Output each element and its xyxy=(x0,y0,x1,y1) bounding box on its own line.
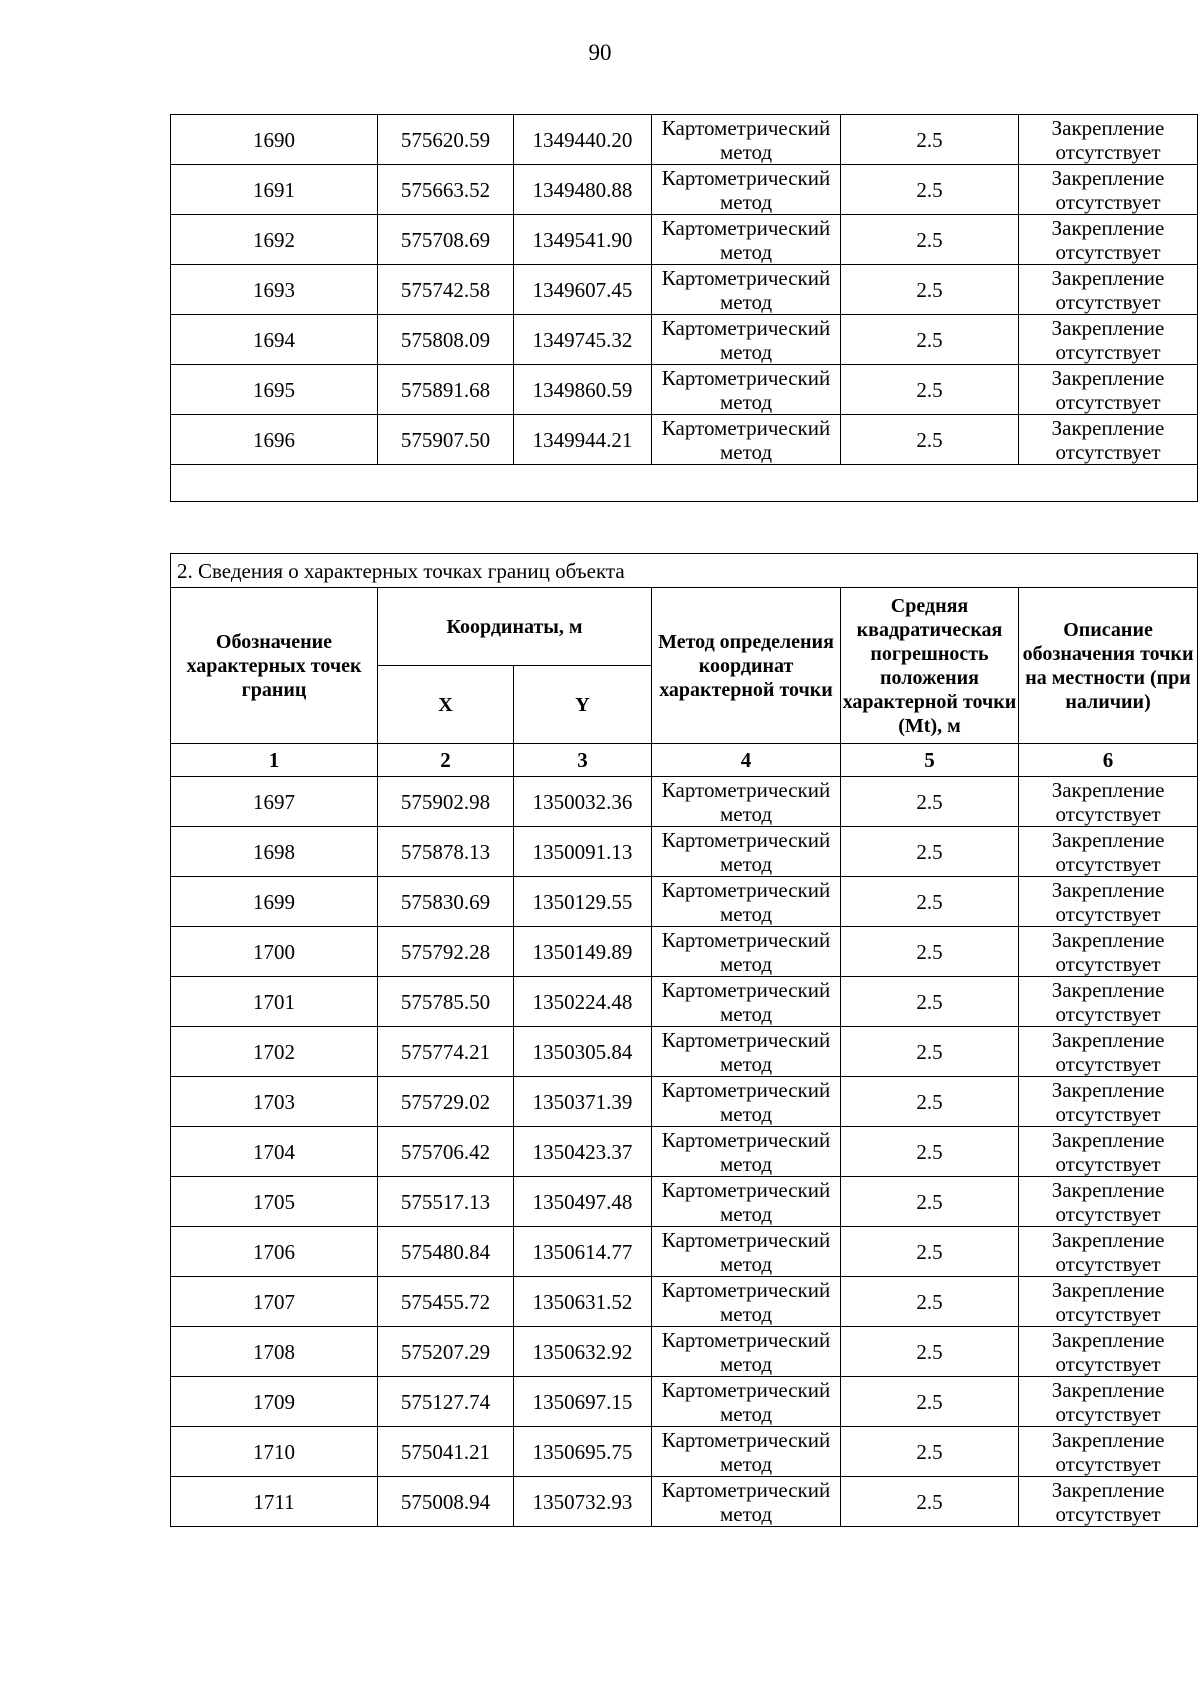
cell-method: Картометрический метод xyxy=(652,115,841,165)
cell-y: 1350497.48 xyxy=(514,1177,652,1227)
table-row xyxy=(171,1027,1198,1077)
cell-method: Картометрический метод xyxy=(652,165,841,215)
cell-error: 2.5 xyxy=(841,877,1019,927)
cell-description: Закрепление отсутствует xyxy=(1019,165,1198,215)
cell-error: 2.5 xyxy=(841,315,1019,365)
boundary-points-table-body xyxy=(171,777,1198,1527)
cell-point: 1707 xyxy=(171,1277,378,1327)
cell-description: Закрепление отсутствует xyxy=(1019,315,1198,365)
empty-row xyxy=(171,465,1198,502)
table-row xyxy=(171,1377,1198,1427)
cell-x: 575785.50 xyxy=(378,977,514,1027)
cell-description: Закрепление отсутствует xyxy=(1019,215,1198,265)
cell-point: 1708 xyxy=(171,1327,378,1377)
cell-error: 2.5 xyxy=(841,415,1019,465)
cell-y: 1349480.88 xyxy=(514,165,652,215)
table-row xyxy=(171,1327,1198,1377)
cell-method: Картометрический метод xyxy=(652,1327,841,1377)
cell-x: 575663.52 xyxy=(378,165,514,215)
cell-y: 1349607.45 xyxy=(514,265,652,315)
cell-x: 575041.21 xyxy=(378,1427,514,1477)
cell-x: 575774.21 xyxy=(378,1027,514,1077)
cell-error: 2.5 xyxy=(841,777,1019,827)
column-numbers-row xyxy=(171,744,1198,777)
cell-x: 575620.59 xyxy=(378,115,514,165)
cell-description: Закрепление отсутствует xyxy=(1019,365,1198,415)
cell-description: Закрепление отсутствует xyxy=(1019,1027,1198,1077)
cell-error: 2.5 xyxy=(841,1227,1019,1277)
header-point: Обозначение характерных точек границ xyxy=(171,588,378,744)
cell-x: 575708.69 xyxy=(378,215,514,265)
cell-error: 2.5 xyxy=(841,1127,1019,1177)
cell-method: Картометрический метод xyxy=(652,827,841,877)
column-number: 6 xyxy=(1019,744,1198,777)
cell-method: Картометрический метод xyxy=(652,1127,841,1177)
cell-x: 575517.13 xyxy=(378,1177,514,1227)
table-row xyxy=(171,1177,1198,1227)
cell-error: 2.5 xyxy=(841,1077,1019,1127)
cell-y: 1350371.39 xyxy=(514,1077,652,1127)
table-row xyxy=(171,1127,1198,1177)
cell-method: Картометрический метод xyxy=(652,1027,841,1077)
cell-y: 1350732.93 xyxy=(514,1477,652,1527)
cell-method: Картометрический метод xyxy=(652,877,841,927)
table-row xyxy=(171,415,1198,465)
table-row xyxy=(171,1227,1198,1277)
cell-point: 1704 xyxy=(171,1127,378,1177)
cell-method: Картометрический метод xyxy=(652,927,841,977)
cell-y: 1349745.32 xyxy=(514,315,652,365)
cell-x: 575480.84 xyxy=(378,1227,514,1277)
cell-description: Закрепление отсутствует xyxy=(1019,1327,1198,1377)
cell-description: Закрепление отсутствует xyxy=(1019,1177,1198,1227)
boundary-points-table xyxy=(170,553,1198,1527)
cell-y: 1350695.75 xyxy=(514,1427,652,1477)
cell-method: Картометрический метод xyxy=(652,1277,841,1327)
table-row xyxy=(171,115,1198,165)
table-row xyxy=(171,1477,1198,1527)
table-row xyxy=(171,1077,1198,1127)
page-number: 90 xyxy=(588,40,612,65)
points-table-continued-body xyxy=(171,115,1198,465)
cell-y: 1350129.55 xyxy=(514,877,652,927)
cell-method: Картометрический метод xyxy=(652,1227,841,1277)
cell-error: 2.5 xyxy=(841,165,1019,215)
cell-y: 1350631.52 xyxy=(514,1277,652,1327)
table-row xyxy=(171,215,1198,265)
table-row xyxy=(171,977,1198,1027)
cell-error: 2.5 xyxy=(841,1177,1019,1227)
cell-description: Закрепление отсутствует xyxy=(1019,1277,1198,1327)
table-caption: 2. Сведения о характерных точках границ объекта xyxy=(171,554,1198,588)
cell-method: Картометрический метод xyxy=(652,1077,841,1127)
cell-point: 1690 xyxy=(171,115,378,165)
cell-error: 2.5 xyxy=(841,1477,1019,1527)
cell-method: Картометрический метод xyxy=(652,1377,841,1427)
column-number: 3 xyxy=(514,744,652,777)
cell-x: 575729.02 xyxy=(378,1077,514,1127)
cell-point: 1711 xyxy=(171,1477,378,1527)
cell-error: 2.5 xyxy=(841,827,1019,877)
cell-error: 2.5 xyxy=(841,977,1019,1027)
cell-error: 2.5 xyxy=(841,265,1019,315)
cell-error: 2.5 xyxy=(841,115,1019,165)
table-row xyxy=(171,777,1198,827)
cell-method: Картометрический метод xyxy=(652,365,841,415)
cell-description: Закрепление отсутствует xyxy=(1019,827,1198,877)
cell-method: Картометрический метод xyxy=(652,215,841,265)
points-table-continued xyxy=(170,114,1198,502)
cell-description: Закрепление отсутствует xyxy=(1019,1077,1198,1127)
cell-description: Закрепление отсутствует xyxy=(1019,265,1198,315)
cell-description: Закрепление отсутствует xyxy=(1019,877,1198,927)
cell-error: 2.5 xyxy=(841,1427,1019,1477)
column-number: 1 xyxy=(171,744,378,777)
cell-error: 2.5 xyxy=(841,1327,1019,1377)
cell-method: Картометрический метод xyxy=(652,415,841,465)
cell-point: 1695 xyxy=(171,365,378,415)
cell-y: 1350091.13 xyxy=(514,827,652,877)
cell-y: 1350149.89 xyxy=(514,927,652,977)
column-number: 4 xyxy=(652,744,841,777)
cell-error: 2.5 xyxy=(841,1277,1019,1327)
header-x: X xyxy=(378,666,514,744)
cell-description: Закрепление отсутствует xyxy=(1019,1127,1198,1177)
cell-x: 575902.98 xyxy=(378,777,514,827)
cell-x: 575808.09 xyxy=(378,315,514,365)
table-row xyxy=(171,877,1198,927)
cell-description: Закрепление отсутствует xyxy=(1019,777,1198,827)
cell-y: 1349541.90 xyxy=(514,215,652,265)
table-row xyxy=(171,165,1198,215)
cell-point: 1706 xyxy=(171,1227,378,1277)
empty-cell xyxy=(171,465,1198,502)
table-row xyxy=(171,927,1198,977)
cell-x: 575792.28 xyxy=(378,927,514,977)
header-y: Y xyxy=(514,666,652,744)
cell-method: Картометрический метод xyxy=(652,777,841,827)
cell-point: 1700 xyxy=(171,927,378,977)
header-description: Описание обозначения точки на местности (при наличии) xyxy=(1019,588,1198,744)
table-row xyxy=(171,1427,1198,1477)
cell-y: 1350032.36 xyxy=(514,777,652,827)
cell-point: 1693 xyxy=(171,265,378,315)
cell-x: 575830.69 xyxy=(378,877,514,927)
cell-point: 1694 xyxy=(171,315,378,365)
cell-x: 575455.72 xyxy=(378,1277,514,1327)
cell-description: Закрепление отсутствует xyxy=(1019,1377,1198,1427)
header-method: Метод определения координат характерной точки xyxy=(652,588,841,744)
table-caption-row xyxy=(171,554,1198,588)
cell-method: Картометрический метод xyxy=(652,265,841,315)
table-row xyxy=(171,827,1198,877)
cell-y: 1350632.92 xyxy=(514,1327,652,1377)
cell-y: 1349944.21 xyxy=(514,415,652,465)
cell-point: 1703 xyxy=(171,1077,378,1127)
cell-description: Закрепление отсутствует xyxy=(1019,1477,1198,1527)
cell-error: 2.5 xyxy=(841,1377,1019,1427)
cell-point: 1697 xyxy=(171,777,378,827)
table-row xyxy=(171,315,1198,365)
table-row xyxy=(171,365,1198,415)
cell-point: 1702 xyxy=(171,1027,378,1077)
cell-point: 1710 xyxy=(171,1427,378,1477)
cell-point: 1699 xyxy=(171,877,378,927)
header-error: Средняя квадратическая погрешность положения характерной точки (Mt), м xyxy=(841,588,1019,744)
cell-error: 2.5 xyxy=(841,365,1019,415)
header-coordinates: Координаты, м xyxy=(378,588,652,666)
cell-x: 575127.74 xyxy=(378,1377,514,1427)
column-number: 5 xyxy=(841,744,1019,777)
cell-y: 1350224.48 xyxy=(514,977,652,1027)
cell-description: Закрепление отсутствует xyxy=(1019,927,1198,977)
cell-point: 1692 xyxy=(171,215,378,265)
cell-error: 2.5 xyxy=(841,927,1019,977)
cell-error: 2.5 xyxy=(841,1027,1019,1077)
cell-x: 575891.68 xyxy=(378,365,514,415)
cell-description: Закрепление отсутствует xyxy=(1019,1427,1198,1477)
cell-x: 575878.13 xyxy=(378,827,514,877)
cell-x: 575008.94 xyxy=(378,1477,514,1527)
cell-x: 575207.29 xyxy=(378,1327,514,1377)
cell-point: 1691 xyxy=(171,165,378,215)
cell-y: 1350423.37 xyxy=(514,1127,652,1177)
cell-y: 1350614.77 xyxy=(514,1227,652,1277)
cell-point: 1705 xyxy=(171,1177,378,1227)
cell-description: Закрепление отсутствует xyxy=(1019,115,1198,165)
cell-method: Картометрический метод xyxy=(652,1427,841,1477)
cell-y: 1350305.84 xyxy=(514,1027,652,1077)
header-row xyxy=(171,588,1198,666)
cell-error: 2.5 xyxy=(841,215,1019,265)
cell-y: 1350697.15 xyxy=(514,1377,652,1427)
cell-method: Картометрический метод xyxy=(652,977,841,1027)
table-row xyxy=(171,265,1198,315)
cell-point: 1709 xyxy=(171,1377,378,1427)
column-number: 2 xyxy=(378,744,514,777)
cell-description: Закрепление отсутствует xyxy=(1019,1227,1198,1277)
cell-y: 1349860.59 xyxy=(514,365,652,415)
cell-point: 1701 xyxy=(171,977,378,1027)
cell-y: 1349440.20 xyxy=(514,115,652,165)
cell-x: 575907.50 xyxy=(378,415,514,465)
cell-method: Картометрический метод xyxy=(652,315,841,365)
cell-description: Закрепление отсутствует xyxy=(1019,977,1198,1027)
cell-point: 1698 xyxy=(171,827,378,877)
cell-point: 1696 xyxy=(171,415,378,465)
cell-x: 575742.58 xyxy=(378,265,514,315)
cell-method: Картометрический метод xyxy=(652,1177,841,1227)
cell-x: 575706.42 xyxy=(378,1127,514,1177)
cell-description: Закрепление отсутствует xyxy=(1019,415,1198,465)
cell-method: Картометрический метод xyxy=(652,1477,841,1527)
table-row xyxy=(171,1277,1198,1327)
